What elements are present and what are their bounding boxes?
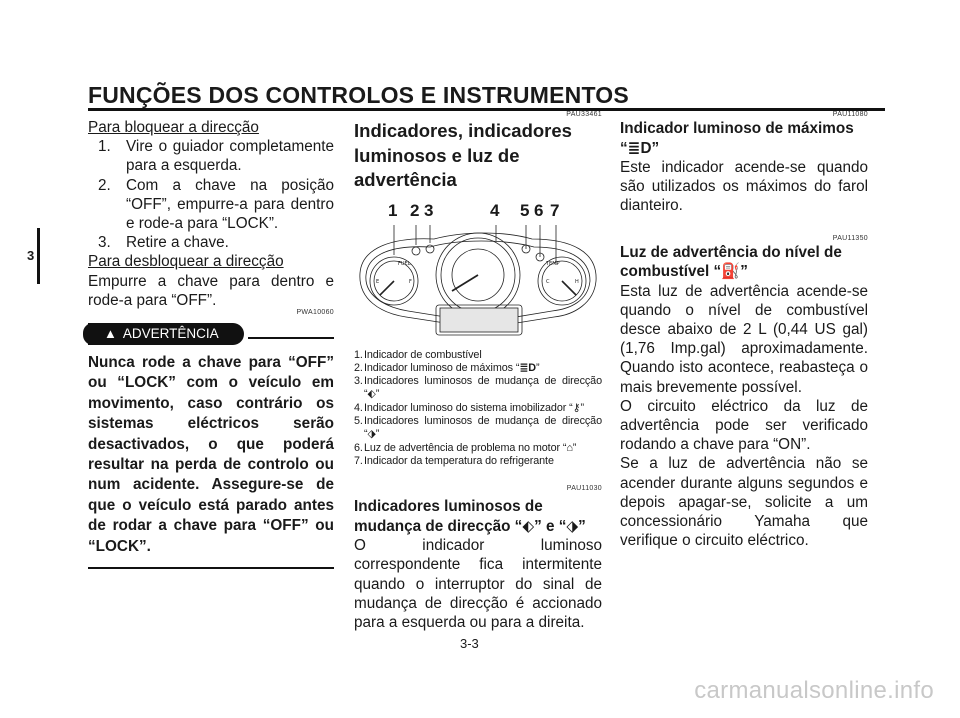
fuel-warning-heading: Luz de advertência do nível de combustível “⛽”: [620, 243, 842, 281]
callout-2: 2: [410, 200, 420, 220]
legend-item: 1. Indicador de combustível: [354, 348, 482, 361]
warning-triangle-icon: ▲: [104, 326, 117, 342]
warning-banner: [88, 323, 334, 347]
legend-item: 7. Indicador da temperatura do refrigerante: [354, 454, 554, 467]
column-middle: [354, 110, 602, 632]
warning-rule: [248, 337, 334, 339]
section-code: PAU11030: [566, 485, 602, 493]
turn-signal-heading: Indicadores luminosos de mudança de direcção “⬖” e “⬗”: [354, 498, 586, 535]
warning-badge: [88, 323, 244, 345]
section-code: PAU33461: [566, 111, 602, 118]
lock-heading: Para bloquear a direcção: [88, 119, 259, 136]
immobilizer-key-icon: ⚷: [572, 401, 581, 414]
callout-4: 4: [490, 200, 500, 220]
callout-6: 6: [534, 200, 544, 220]
legend-item: 4. Indicador luminoso do sistema imobilizador “⚷”: [354, 401, 584, 414]
warning-end-rule: [88, 567, 334, 569]
warning-label: ADVERTÊNCIA: [122, 326, 219, 342]
fuel-warning-text: Esta luz de advertência acende-se quando o nível de combustível desce abaixo de 2 L (0,44 US gal) (1,76 Imp.gal) aproximadamente. Quando isto acontece, reabasteça o mais brevemente possível.: [620, 282, 868, 396]
column-right: [620, 110, 868, 550]
lock-step: [88, 137, 334, 175]
turn-right-icon: ⬗: [367, 428, 376, 441]
step-number: 2.: [98, 176, 111, 194]
instrument-panel-diagram: [354, 200, 602, 343]
unlock-text: Empurre a chave para dentro e rode-a para “OFF”.: [88, 272, 334, 309]
fuel-warning-text-2: O circuito eléctrico da luz de advertência pode ser verificado rodando a chave para “ON”.: [620, 397, 868, 454]
lock-step: [88, 233, 334, 252]
watermark: carmanualsonline.info: [694, 677, 934, 704]
temp-hot-mark: H: [575, 278, 579, 285]
high-beam-icon: ≣D: [519, 361, 536, 374]
step-number: 1.: [98, 138, 111, 156]
section-code: PAU11350: [832, 234, 868, 242]
diagram-legend: [354, 349, 602, 469]
fuel-full-mark: F: [409, 278, 412, 285]
section-heading: Indicadores, indicadores luminosos e luz de advertência: [354, 120, 572, 190]
dashboard-illustration: [354, 200, 602, 343]
turn-left-icon: ⬖: [367, 388, 376, 401]
callout-5: 5: [520, 200, 530, 220]
fuel-empty-mark: E: [376, 278, 380, 285]
column-left: [88, 118, 334, 569]
step-number: 3.: [98, 234, 111, 252]
step-text: Com a chave na posição “OFF”, empurre-a para dentro e rode-a para “LOCK”.: [126, 176, 334, 233]
warning-code: PWA10060: [296, 309, 334, 317]
callout-7: 7: [550, 200, 560, 220]
chapter-tab: 3: [27, 248, 35, 263]
high-beam-text: Este indicador acende-se quando são utilizados os máximos do farol dianteiro.: [620, 159, 868, 215]
fuel-warning-text-3: Se a luz de advertência não se acender durante alguns segundos e depois apagar-se, solicite a um concessionário Yamaha que verifique o circuito eléctrico.: [620, 455, 868, 550]
unlock-heading: Para desbloquear a direcção: [88, 253, 284, 271]
legend-item: 3. Indicadores luminosos de mudança de direcção “⬖”: [354, 375, 602, 401]
engine-warning-icon: ⌂: [566, 441, 573, 454]
temp-cold-mark: C: [546, 278, 550, 285]
temp-gauge-label: TEMP: [546, 260, 560, 267]
legend-item: 5. Indicadores luminosos de mudança de direcção “⬗”: [354, 414, 602, 441]
legend-item: 2. Indicador luminoso de máximos “≣D”: [354, 361, 540, 374]
callout-3: 3: [424, 200, 434, 220]
warning-text: Nunca rode a chave para “OFF” ou “LOCK” com o veículo em movimento, caso contrário os sistemas eléctricos serão desactivados, o que poderá resultar na perda de controlo ou num acidente. Assegure-se de que o veículo está parado antes de rodar a chave para “OFF” ou “LOCK”.: [88, 354, 334, 555]
callout-1: 1: [388, 200, 398, 220]
lock-step: [88, 176, 334, 234]
legend-item: 6. Luz de advertência de problema no motor “⌂”: [354, 441, 577, 454]
step-text: Retire a chave.: [126, 234, 229, 252]
page-number: 3-3: [460, 636, 479, 651]
page-header-title: FUNÇÕES DOS CONTROLOS E INSTRUMENTOS: [88, 82, 629, 108]
fuel-gauge-label: FUEL: [398, 260, 411, 267]
high-beam-heading: Indicador luminoso de máximos “≣D”: [620, 120, 854, 157]
section-code: PAU11080: [832, 111, 868, 118]
step-text: Vire o guiador completamente para a esquerda.: [126, 138, 334, 175]
turn-signal-text: O indicador luminoso correspondente fica intermitente quando o interruptor do sinal de mudança de direcção é accionado para a esquerda ou para a direita.: [354, 537, 602, 631]
